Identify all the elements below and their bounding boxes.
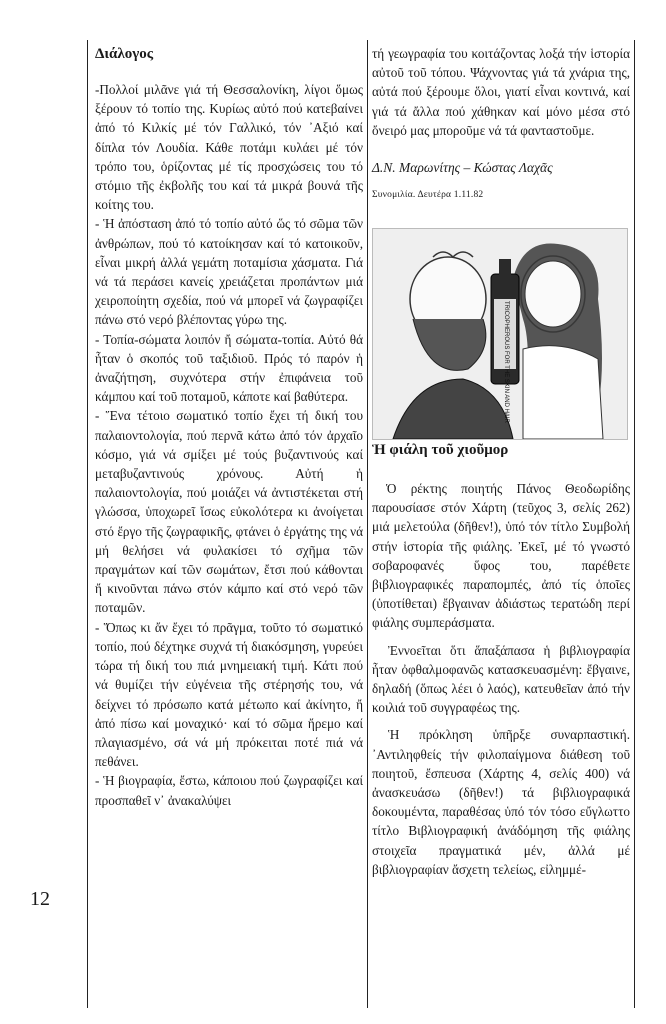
paragraph-5: - Ὅπως κι ἄν ἔχει τό πρᾶγμα, τοῦτο τό σωματικό τοπίο, πού δέχτηκε συχνά τή διακόσμηση, γυρεύει τώρα τή δική του πιά μνημειακή τιμή. Κάτι πού νά θυμίζει τήν εὐγένεια τῆς στέρησής του, νά δείχνει τό πρόσωπο κατά μέτωπο καί ἀκίνητο, ἤ ἀπό πίσω καί μοναχικό· καί τό σῶμα ἤρεμο καί πλαγιασμένο, σά νά μή πρόκειται ποτέ πιά νά πεθάνει. — [95, 619, 363, 770]
bottle-illustration — [373, 229, 627, 439]
article-paragraph-3: Ἡ πρόκληση ὑπῆρξε συναρπαστική. ᾿Αντιληφθείς τήν φιλοπαίγμονα διάθεση τοῦ ποιητοῦ, ἔσπευσα (Χάρτης 4, σελίς 400) νά ἀνασκευάσω (δῆθεν!) τά βιβλιογραφικά δοκουμέντα, παραθέσας ὑπό τόν τόσο εὔγλωττο τίτλο Βιβλιογραφική ἀνάδόμηση τῆς φιάλης στοιχεῖα πραγματικά μέν, ἀλλά μέ βιβλιογραφίαν ἄσχετη τελείως, εἰλημμέ- — [372, 727, 630, 877]
left-column — [95, 80, 363, 810]
continuation-paragraph: τή γεωγραφία του κοιτάζοντας λοξά τήν ἱστορία αὐτοῦ τοῦ τόπου. Ψάχνοντας γιά τά χνάρια της, αὐτά πού ξέρουμε ὅλοι, γιατί εἶναι κοντινά, καί γιά τά ἄλλα πού χάθηκαν καί μόνο μέσα στό ὄνειρό μας μποροῦμε νά τά φανταστοῦμε. — [372, 46, 630, 138]
paragraph-6: - Ἡ βιογραφία, ἔστω, κάποιου πού ζωγραφίζει καί προσπαθεῖ ν᾿ ἀνακαλύψει — [95, 773, 363, 808]
paragraph-4: - Ἕνα τέτοιο σωματικό τοπίο ἔχει τή δική του παλαιοντολογία, πού περνᾶ κάτω ἀπό τόν ἀρχαῖο κόσμο, γιά νά σμίξει μέ τούς βυζαντινούς καί μεταβυζαντινούς χρόνους. Αὐτή ἡ παλαιοντολογία, πού μοιάζει νά ἀντιστέκεται στή γλώσσα, ὑποχωρεῖ ἴσως εὐκολότερα κι ἀνοίγεται στό ἔργο τῆς ζωγραφικῆς, φτάνει ὁ ἐργάτης της νά μή θελήσει νά φυλακίσει τό σχῆμα τῶν πραγμάτων καί τῶν σωμάτων, ἔτσι πού κάθονται ἤ κινοῦνται πάνω στόν κάμπο καί στό νερό τῶν ποταμῶν. — [95, 408, 363, 616]
article-body — [372, 479, 630, 879]
section-heading: Διάλογος — [95, 46, 154, 62]
bottle-label: TRICOPHEROUS FOR THE SKIN AND HAIR — [503, 301, 509, 423]
article-paragraph-1: Ὁ ρέκτης ποιητής Πάνος Θεοδωρίδης παρουσίασε στόν Χάρτη (τεῦχος 3, σελίς 262) μιά μελετούλα (δῆθεν!), ὑπό τόν τίτλο Συμβολή στήν ἱστορία τῆς φιάλης. Ἐκεῖ, μέ τό γνωστό σοβαροφανές ὕφος του, παρέθετε βιβλιογραφικές παραπομπές, ἀπό τίς ὁποῖες (ὑποτίθεται) ἔβγαιναν ἀδιάστως τερατώδη περί φιάλης συμπεράσματα. — [372, 481, 630, 631]
date-note: Συνομιλία. Δευτέρα 1.11.82 — [372, 190, 484, 201]
column-rule-right — [634, 40, 635, 1008]
paragraph-3: - Τοπία-σώματα λοιπόν ἤ σώματα-τοπία. Αὐτό θά ἦταν ὁ σκοπός τοῦ ταξιδιοῦ. Πρός τό παρόν ἡ ἀναζήτηση, συχνότερα στήν ἐπιφάνεια τοῦ κάμπου καί τοῦ ποταμοῦ, κάποτε καί βαθύτερα. — [95, 331, 363, 405]
column-rule-left — [87, 40, 88, 1008]
article-paragraph-2: Ἐννοεῖται ὅτι ἅπαξάπασα ἡ βιβλιογραφία ἦταν ὀφθαλμοφανῶς κατασκευασμένη: ἔβγαινε, δηλαδή (ὅπως λέει ὁ λαός), κατευθεῖαν ἀπό τήν κοιλιά τοῦ συγγραφέως της. — [372, 642, 630, 716]
illustration — [372, 228, 628, 440]
column-rule-center — [367, 40, 368, 1008]
illustration-caption: Ἡ φιάλη τοῦ χιοῦμορ — [372, 442, 509, 459]
right-column — [372, 44, 630, 879]
page-number: 12 — [30, 888, 50, 910]
paragraph-2: - Ἡ ἀπόσταση ἀπό τό τοπίο αὐτό ὥς τό σῶμα τῶν ἀνθρώπων, πού τό κατοίκησαν καί τό κατοικοῦν, εἶναι μικρή ἀλλά γεμάτη ποταμίσια χάσματα. Γιά νά τά περάσει κανείς χρειάζεται προπάντων μιά χειροποίητη σχεδία, πού νά μπορεῖ νά ζωγραφίζει πάνω στό νερό βλέποντας γύρω της. — [95, 216, 363, 328]
signature: Δ.Ν. Μαρωνίτης – Κώστας Λαχᾶς — [372, 160, 553, 176]
paragraph-1: -Πολλοί μιλᾶνε γιά τή Θεσσαλονίκη, λίγοι ὅμως ξέρουν τό τοπίο της. Κυρίως αὐτό πού κατεβαίνει ἀπό τό Κιλκίς μέ τόν Γαλλικό, τόν ᾿Αξιό καί δίπλα τόν Λουδία. Κάθε ποτάμι κυλάει μέ τόν τρόπο του, ὁρίζοντας μέ τίς προσχώσεις του τό στόμιο τῆς ἐκβολῆς του καί τά μικρά βουνά τῆς κοίτης του. — [95, 82, 363, 213]
